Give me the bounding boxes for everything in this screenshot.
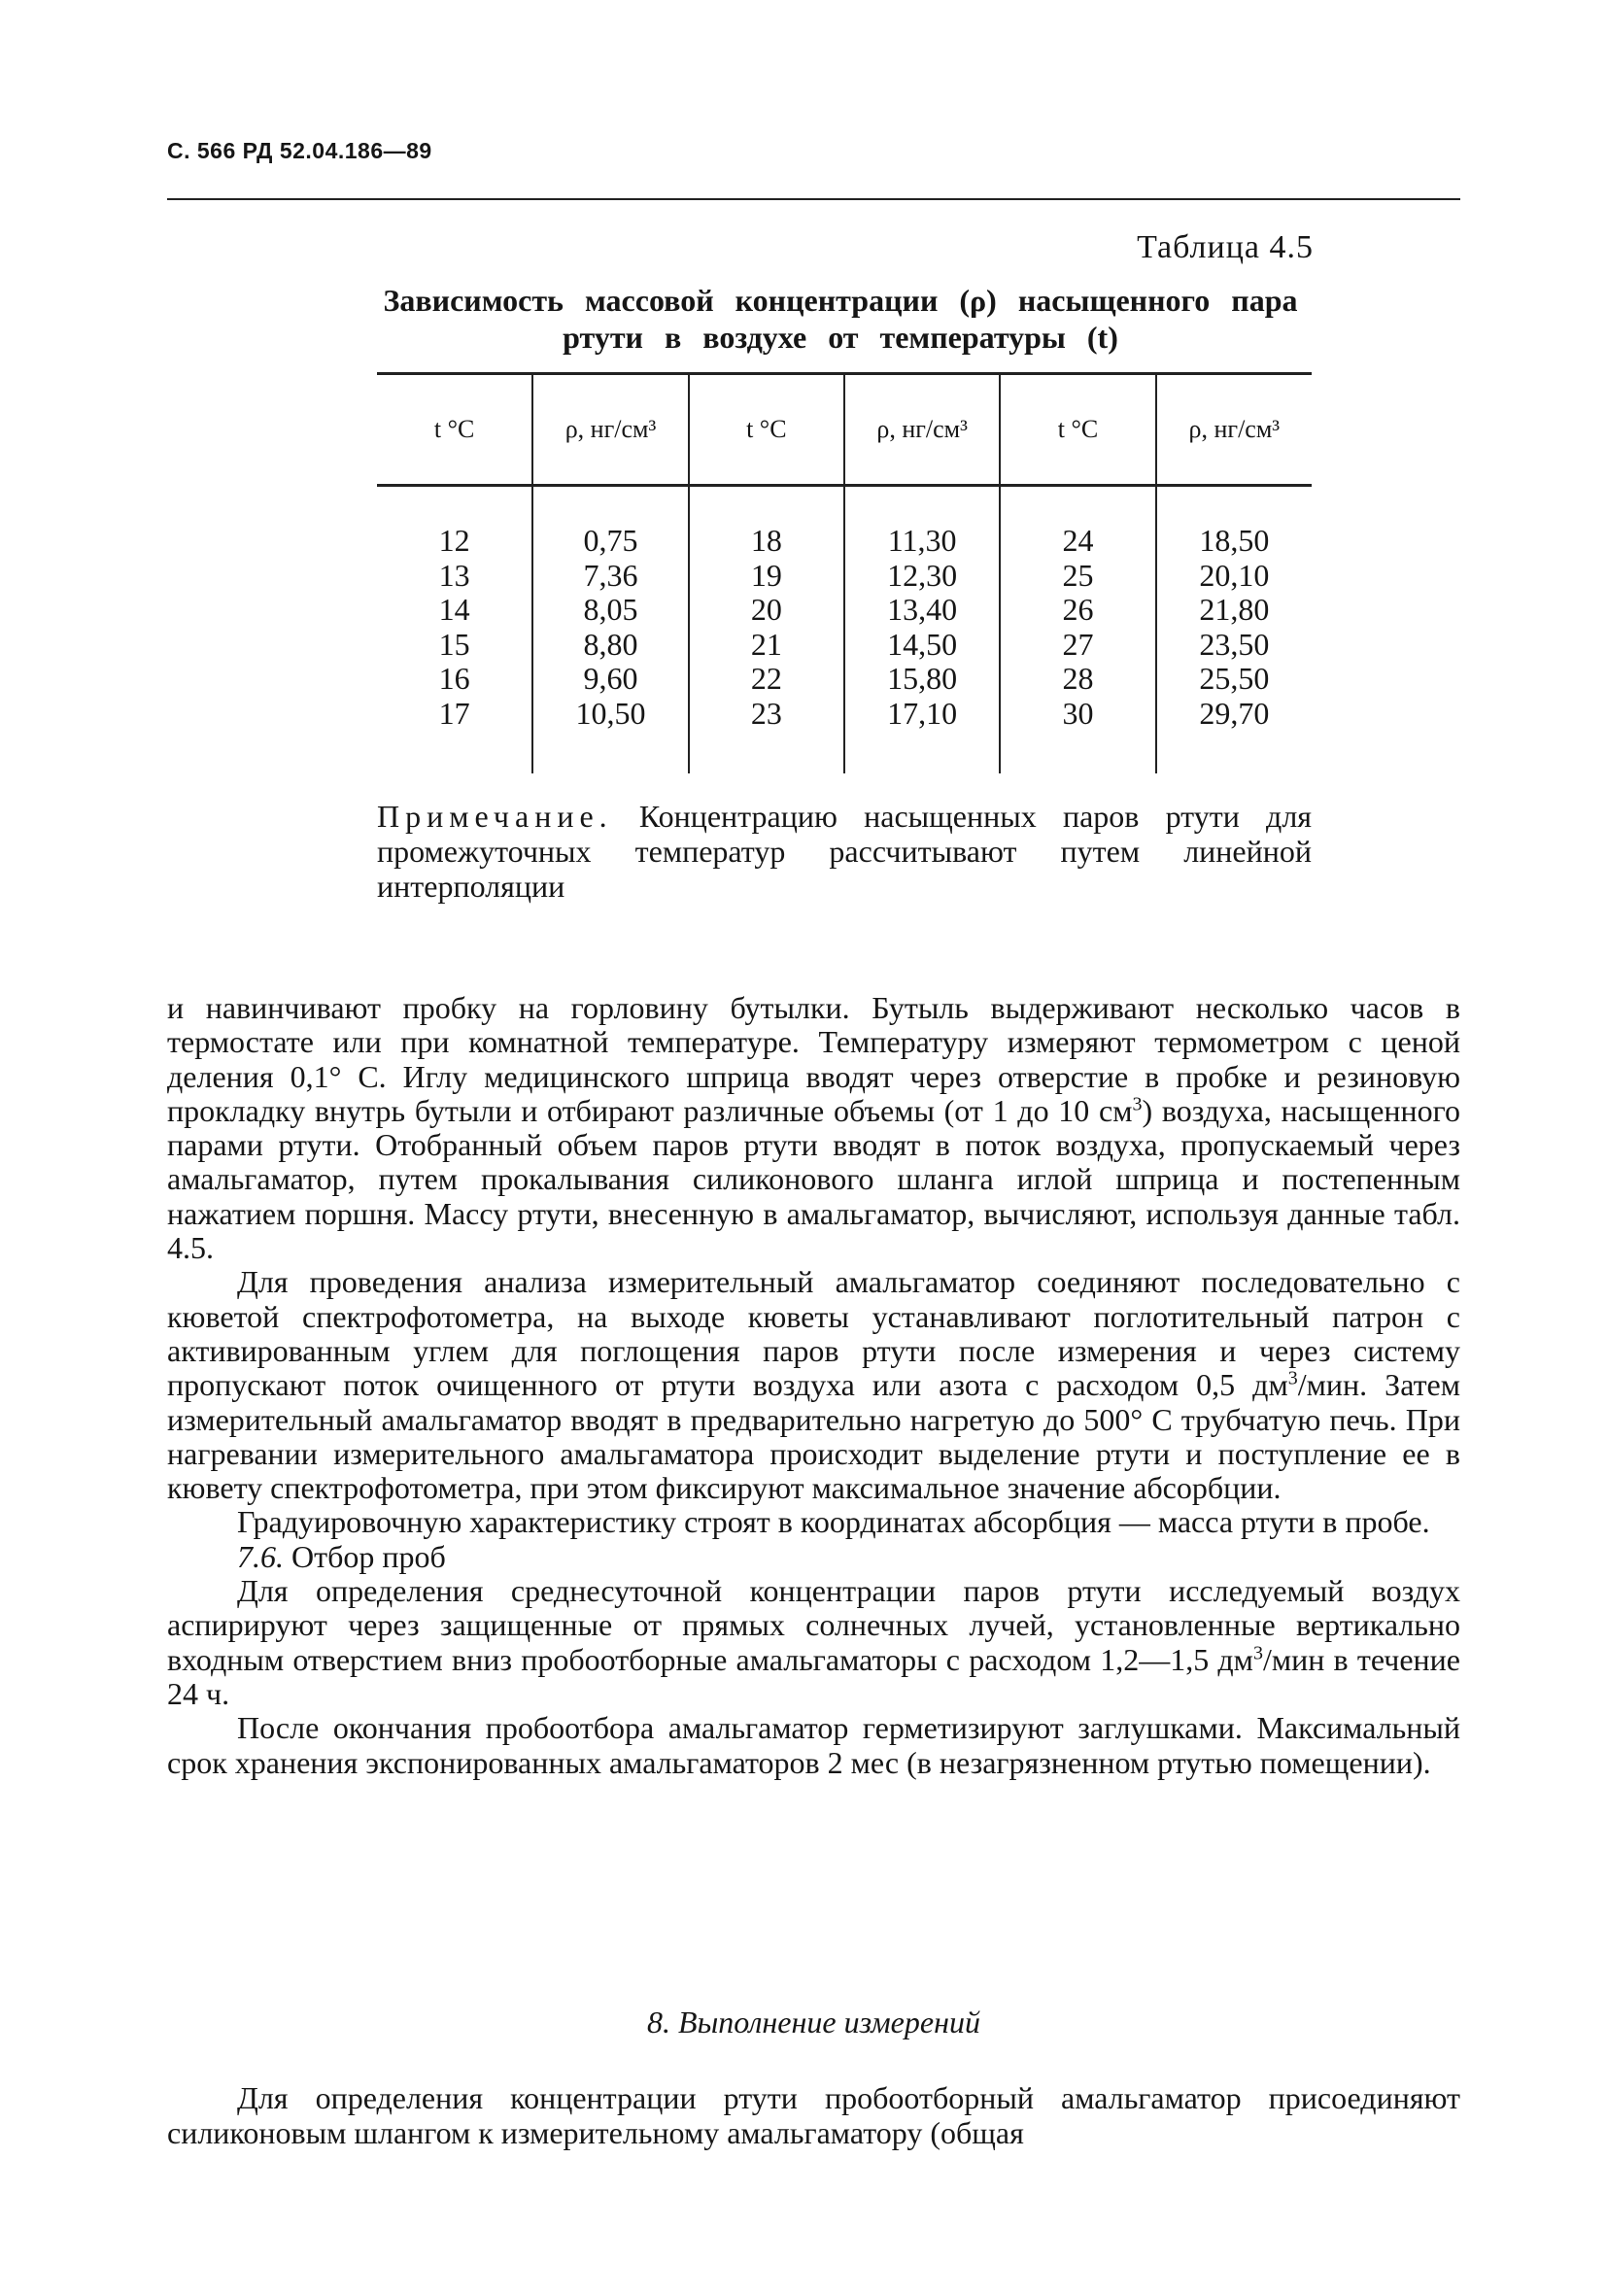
table-cell: 13	[438, 557, 470, 593]
table-row	[377, 593, 1312, 628]
text-run: /мин в течение 24 ч.	[167, 1641, 1461, 1711]
text-run: Для проведения анализа измерительный амальгаматор соединяют последовательно с кюветой спектрофотометра, на выходе кюветы устанавливают поглотительный патрон с активированным углем для поглощения паров ртути после измерения и через систему пропускают поток очищенного от ртути воздуха или азота с расходом 0,5 дм	[167, 1264, 1460, 1403]
table-cell: 23,50	[1156, 628, 1312, 663]
table-cell: 21	[689, 628, 844, 663]
table-cell: 17	[438, 695, 470, 731]
table-cell: 26	[1000, 593, 1155, 628]
table-cell: 15,80	[844, 662, 1000, 697]
text-run: Для определения среднесуточной концентрации паров ртути исследуемый воздух аспирируют через защищенные от прямых солнечных лучей, установленные вертикально входным отверстием вниз пробоотборные амальгаматоры с расходом 1,2—1,5 дм	[167, 1573, 1460, 1677]
table-cell: 17,10	[844, 697, 1000, 774]
table-cell: 25,50	[1156, 662, 1312, 697]
text-run: и навинчивают пробку на горловину бутылки. Бутыль выдерживают несколько часов в термостате или при комнатной температуре. Температуру измеряют термометром с ценой деления 0,1° С. Иглу медицинского шприца вводят через отверстие в пробке и резиновую прокладку внутрь бутыли и отбирают различные объемы (от 1 до 10 см	[167, 990, 1460, 1128]
table-header-row	[377, 374, 1312, 486]
column-header: t °C	[377, 374, 532, 486]
table-cell: 15	[438, 626, 470, 662]
table-cell: 14	[438, 592, 470, 627]
table-row	[377, 697, 1312, 774]
table-cell: 29,70	[1156, 697, 1312, 774]
column-header: ρ, нг/см³	[532, 374, 688, 486]
subsection-number: 7.6.	[237, 1538, 284, 1574]
table-cell: 8,05	[532, 593, 688, 628]
superscript: 3	[1287, 1367, 1298, 1389]
table-row	[377, 662, 1312, 697]
table-number: Таблица 4.5	[1137, 229, 1314, 265]
table-note	[377, 799, 1312, 904]
table-cell: 23	[689, 697, 844, 774]
table-cell: 16	[438, 661, 470, 696]
table-cell: 18,50	[1156, 486, 1312, 559]
section-heading: 8. Выполнение измерений	[647, 2005, 980, 2039]
table-cell: 13,40	[844, 593, 1000, 628]
page-header: С. 566 РД 52.04.186—89	[167, 138, 432, 163]
paragraph	[167, 991, 1460, 1265]
table-cell: 20	[689, 593, 844, 628]
header-rule	[167, 198, 1460, 200]
table-row	[377, 559, 1312, 594]
table-cell: 30	[1000, 697, 1155, 774]
table-cell: 7,36	[532, 559, 688, 594]
paragraph: Для определения концентрации ртути пробоотборный амальгаматор присоединяют силиконовым шлангом к измерительному амальгаматору (общая	[167, 2080, 1460, 2150]
table-cell: 19	[689, 559, 844, 594]
text-run: /мин. Затем измерительный амальгаматор вводят в предварительно нагретую до 500° С трубчатую печь. При нагревании измерительного амальгаматора происходит выделение ртути и поступление ее в кювету спектрофотометра, при этом фиксируют максимальное значение абсорбции.	[167, 1367, 1461, 1506]
paragraph	[167, 1574, 1460, 1711]
body-text	[167, 991, 1460, 1780]
table-cell: 10,50	[532, 697, 688, 774]
table-cell: 12,30	[844, 559, 1000, 594]
note-text: Концентрацию насыщенных паров ртути для промежуточных температур рассчитывают путем линейной интерполяции	[377, 799, 1312, 904]
table-cell: 28	[1000, 662, 1155, 697]
table-cell: 0,75	[532, 486, 688, 559]
table-title: Зависимость массовой концентрации (ρ) насыщенного пара ртути в воздухе от температуры (t)	[383, 283, 1298, 355]
table-cell: 20,10	[1156, 559, 1312, 594]
table-cell: 27	[1000, 628, 1155, 663]
table-cell: 22	[689, 662, 844, 697]
table-row	[377, 628, 1312, 663]
note-label: Примечание.	[377, 799, 613, 834]
subsection-text: Отбор проб	[291, 1538, 446, 1574]
table-cell: 18	[689, 486, 844, 559]
column-header: ρ, нг/см³	[1156, 374, 1312, 486]
column-header: t °C	[689, 374, 844, 486]
table-cell: 21,80	[1156, 593, 1312, 628]
text-run: ) воздуха, насыщенного парами ртути. Отобранный объем паров ртути вводят в поток воздуха, пропускаемый через амальгаматор, путем прокалывания силиконового шланга иглой шприца и постепенным нажатием поршня. Массу ртути, внесенную в амальгаматор, вычисляют, используя данные табл. 4.5.	[167, 1092, 1461, 1266]
column-header: t °C	[1000, 374, 1155, 486]
column-header: ρ, нг/см³	[844, 374, 1000, 486]
table-cell: 11,30	[844, 486, 1000, 559]
paragraph: После окончания пробоотбора амальгаматор герметизируют заглушками. Максимальный срок хранения экспонированных амальгаматоров 2 мес (в незагрязненном ртутью помещении).	[167, 1710, 1460, 1780]
table-cell: 14,50	[844, 628, 1000, 663]
table-cell: 25	[1000, 559, 1155, 594]
table-row	[377, 486, 1312, 559]
paragraph	[167, 1265, 1460, 1505]
table-cell: 12	[438, 523, 470, 558]
table-cell: 9,60	[532, 662, 688, 697]
superscript: 3	[1252, 1641, 1263, 1663]
table-cell: 8,80	[532, 628, 688, 663]
mercury-vapor-table	[377, 372, 1312, 773]
table-cell: 24	[1000, 486, 1155, 559]
paragraph: Градуировочную характеристику строят в координатах абсорбция — масса ртути в пробе.	[237, 1504, 1430, 1540]
superscript: 3	[1132, 1093, 1143, 1115]
subsection-title	[167, 1540, 1460, 1574]
final-text	[167, 2080, 1460, 2150]
